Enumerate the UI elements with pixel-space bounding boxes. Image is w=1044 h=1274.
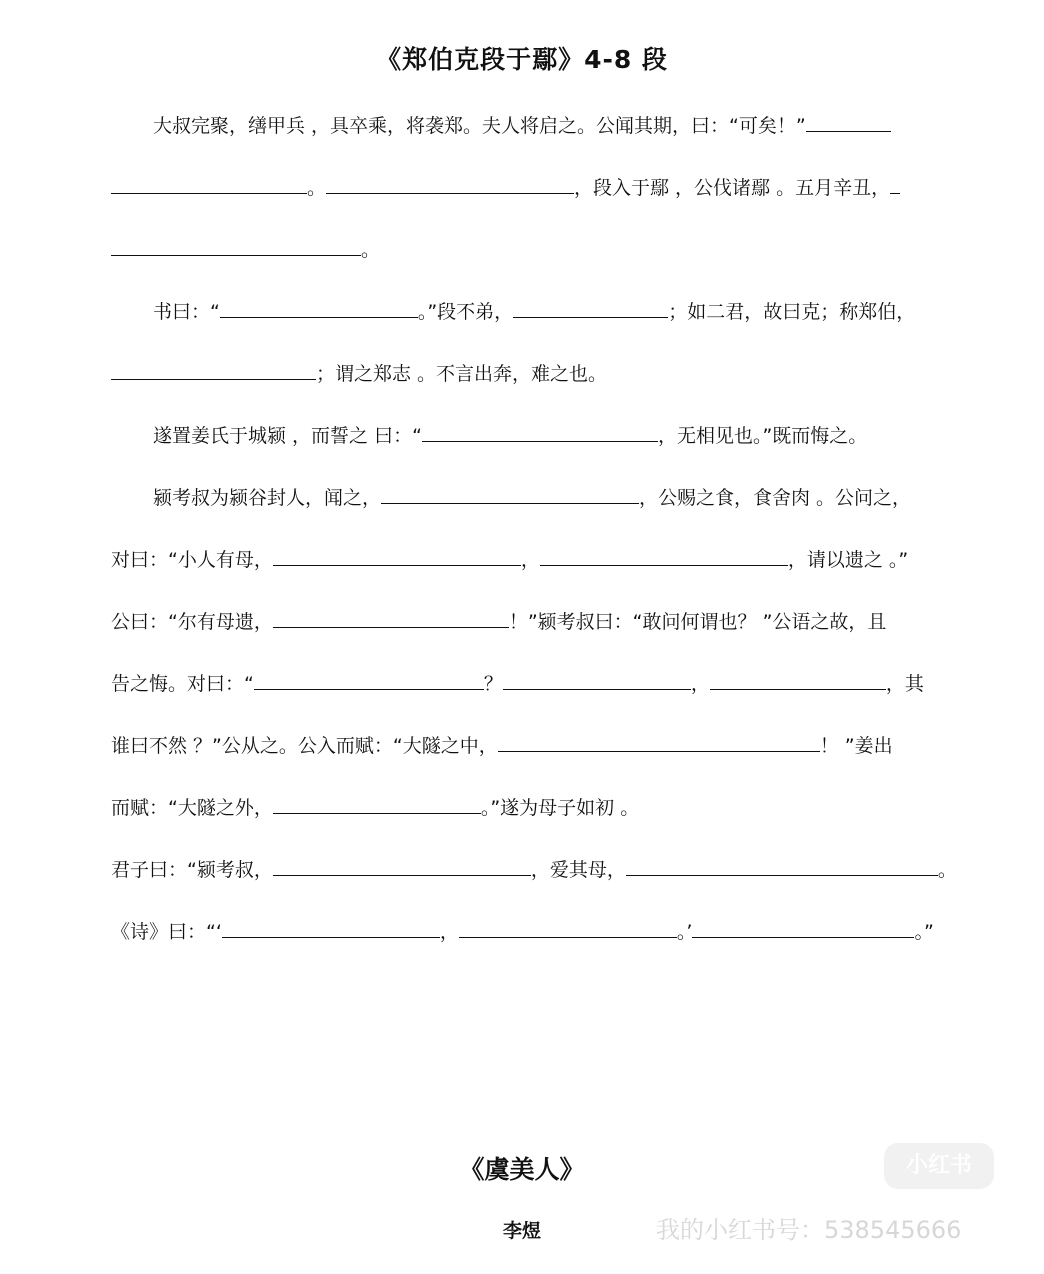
passage-text: ，无相见也。”既而悔之。 xyxy=(657,425,868,447)
answer-blank[interactable] xyxy=(422,427,658,442)
answer-blank[interactable] xyxy=(890,179,900,194)
passage-text: ， xyxy=(439,921,459,943)
passage-text: 《诗》曰：“‘ xyxy=(111,921,222,943)
passage-line xyxy=(111,467,934,529)
poem-title: 《虞美人》 xyxy=(459,1155,585,1184)
passage-text: 。 xyxy=(937,859,957,881)
passage-text: ，其 xyxy=(885,673,924,695)
answer-blank[interactable] xyxy=(273,613,509,628)
answer-blank[interactable] xyxy=(381,489,639,504)
answer-blank[interactable] xyxy=(692,923,914,938)
passage-line xyxy=(111,777,934,839)
passage-text: ；谓之郑志 。不言出奔，难之也。 xyxy=(316,363,608,385)
passage-text: ，段入于鄢 ，公伐诸鄢 。五月辛丑， xyxy=(574,177,891,199)
answer-blank[interactable] xyxy=(111,179,307,194)
answer-blank[interactable] xyxy=(513,303,668,318)
passage-text: ，公赐之食，食舍肉 。公问之， xyxy=(639,487,912,509)
page-title: 《郑伯克段于鄢》4-8 段 xyxy=(376,45,668,74)
fill-in-blank-passage xyxy=(111,95,957,963)
passage-text: ， xyxy=(520,549,540,571)
answer-blank[interactable] xyxy=(273,799,481,814)
answer-blank[interactable] xyxy=(806,117,891,132)
passage-text: 颍考叔为颍谷封人，闻之， xyxy=(153,487,382,509)
passage-line xyxy=(111,591,934,653)
passage-line xyxy=(111,529,934,591)
passage-text: ，爱其母， xyxy=(530,859,626,881)
passage-text: 遂置姜氏于城颍 ，而誓之 曰：“ xyxy=(153,425,422,447)
watermark-logo: 小红书 xyxy=(884,1143,994,1189)
passage-text: ，请以遗之 。” xyxy=(787,549,909,571)
passage-line xyxy=(111,901,934,963)
passage-text: 对曰：“小人有母， xyxy=(111,549,273,571)
answer-blank[interactable] xyxy=(254,675,484,690)
answer-blank[interactable] xyxy=(273,551,521,566)
passage-text: ！”颍考叔曰：“敢问何谓也？ ”公语之故，且 xyxy=(508,611,887,633)
answer-blank[interactable] xyxy=(273,861,531,876)
passage-text: 而赋：“大隧之外， xyxy=(111,797,273,819)
passage-text: 书曰：“ xyxy=(153,301,220,323)
passage-text: 谁曰不然 ？”公从之。公入而赋：“大隧之中， xyxy=(111,735,498,757)
passage-text: 。 xyxy=(361,239,381,261)
passage-text: ？ xyxy=(483,673,503,695)
answer-blank[interactable] xyxy=(111,365,316,380)
poem-author: 李煜 xyxy=(502,1220,541,1242)
watermark-account: 我的小红书号：538545666 xyxy=(656,1216,962,1244)
answer-blank[interactable] xyxy=(503,675,691,690)
answer-blank[interactable] xyxy=(326,179,574,194)
passage-line xyxy=(111,839,957,901)
passage-text: 。” xyxy=(914,921,934,943)
passage-line xyxy=(111,653,934,715)
passage-text: ；如二君，故曰克；称郑伯， xyxy=(668,301,916,323)
passage-line xyxy=(111,343,934,405)
passage-text: 君子曰：“颍考叔， xyxy=(111,859,273,881)
passage-text: 。’ xyxy=(676,921,693,943)
passage-text: ， xyxy=(690,673,710,695)
passage-text: 告之悔。对曰：“ xyxy=(111,673,254,695)
passage-text: 。”遂为母子如初 。 xyxy=(480,797,640,819)
answer-blank[interactable] xyxy=(498,737,820,752)
passage-text: ！ ”姜出 xyxy=(819,735,893,757)
passage-text: 。 xyxy=(307,177,327,199)
answer-blank[interactable] xyxy=(626,861,938,876)
passage-line xyxy=(111,219,934,281)
passage-text: 。”段不弟， xyxy=(417,301,514,323)
answer-blank[interactable] xyxy=(710,675,886,690)
answer-blank[interactable] xyxy=(220,303,418,318)
passage-text: 大叔完聚，缮甲兵 ，具卒乘，将袭郑。夫人将启之。公闻其期，曰：“可矣！” xyxy=(153,115,806,137)
answer-blank[interactable] xyxy=(540,551,788,566)
answer-blank[interactable] xyxy=(111,241,361,256)
answer-blank[interactable] xyxy=(459,923,677,938)
passage-line xyxy=(111,95,934,157)
passage-line xyxy=(111,281,934,343)
passage-line xyxy=(111,715,934,777)
answer-blank[interactable] xyxy=(222,923,440,938)
passage-line xyxy=(111,405,934,467)
passage-text: 公曰：“尔有母遗， xyxy=(111,611,273,633)
passage-line xyxy=(111,157,934,219)
